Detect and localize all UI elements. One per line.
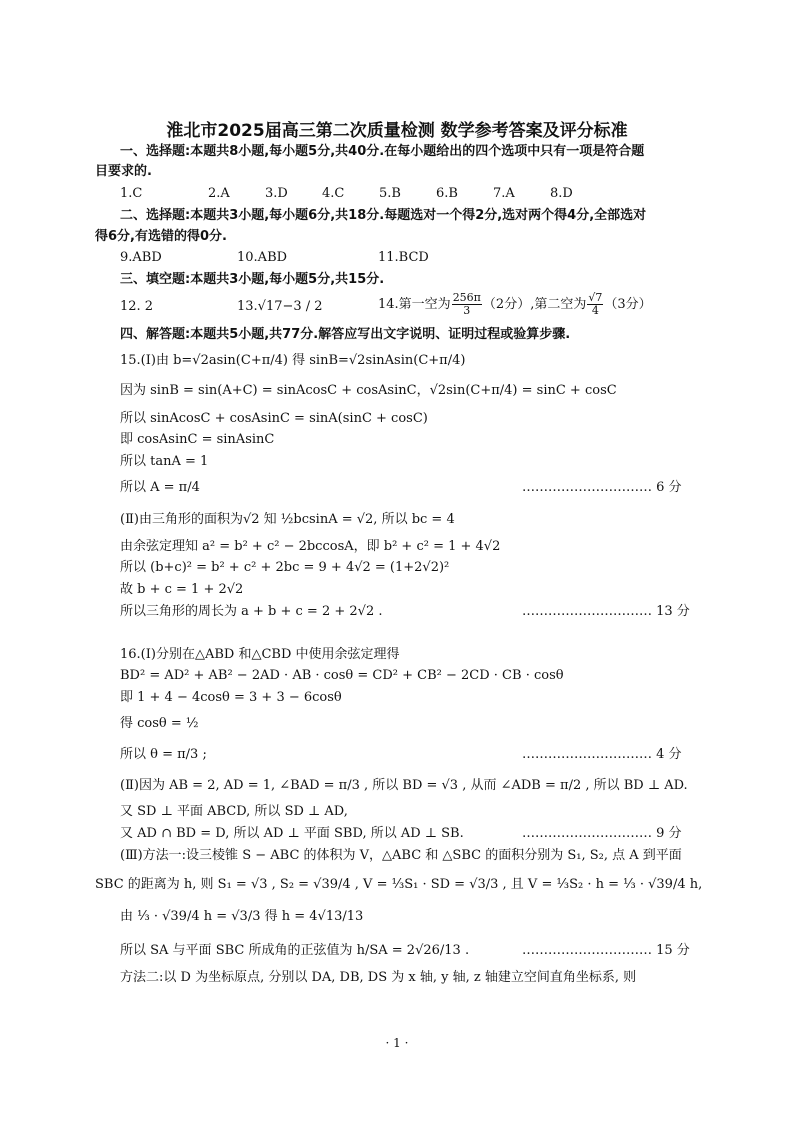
q16-line-9: (Ⅲ)方法一:设三棱锥 S − ABC 的体积为 V，△ABC 和 △SBC 的面积分别为 S₁, S₂, 点 A 到平面 (120, 848, 682, 863)
q15-line-3: 所以 sinAcosC + cosAsinC = sinA(sinC + cosC) (120, 411, 428, 426)
q16-line-1: 16.(Ⅰ)分别在△ABD 和△CBD 中使用余弦定理得 (120, 647, 400, 662)
page-number: · 1 · (385, 1036, 409, 1050)
q15-line-7: (Ⅱ)由三角形的面积为√2 知 ½bcsinA = √2, 所以 bc = 4 (120, 512, 455, 527)
answer-4: 4.C (322, 186, 345, 201)
answer-7: 7.A (493, 186, 515, 201)
q15-line-5: 所以 tanA = 1 (120, 454, 209, 469)
answer-3: 3.D (265, 186, 288, 201)
answer-8: 8.D (550, 186, 573, 201)
page-title: 淮北市2025届高三第二次质量检测 数学参考答案及评分标准 (166, 121, 628, 141)
q15-score-13: ………………………… 13 分 (522, 604, 690, 619)
answer-14-part-a: 14.第一空为 (378, 297, 451, 312)
q15-line-8: 由余弦定理知 a² = b² + c² − 2bccosA，即 b² + c² = 1 + 4√2 (120, 539, 501, 554)
q16-score-4: ………………………… 4 分 (522, 747, 682, 762)
q15-line-1: 15.(Ⅰ)由 b=√2asin(C+π/4) 得 sinB=√2sinAsin(C+π/4) (120, 353, 466, 368)
answer-6: 6.B (436, 186, 458, 201)
q16-line-12: 所以 SA 与平面 SBC 所成角的正弦值为 h/SA = 2√26/13 . (120, 943, 470, 958)
section2-header-line2: 得6分,有选错的得0分. (95, 229, 227, 244)
answer-14-part-b: （2分）,第二空为 (482, 297, 587, 312)
q15-score-6: ………………………… 6 分 (522, 480, 682, 495)
q16-line-11: 由 ⅓ · √39/4 h = √3/3 得 h = 4√13/13 (120, 909, 364, 924)
q15-line-2: 因为 sinB = sin(A+C) = sinAcosC + cosAsinC，√2sin(C+π/4) = sinC + cosC (120, 383, 617, 398)
answer-11: 11.BCD (378, 250, 429, 265)
answer-13: 13.√17−3 / 2 (237, 299, 323, 314)
q16-line-8: 又 AD ∩ BD = D, 所以 AD ⊥ 平面 SBD, 所以 AD ⊥ SB. (120, 826, 464, 841)
q16-score-9: ………………………… 9 分 (522, 826, 682, 841)
q16-line-4: 得 cosθ = ½ (120, 716, 199, 731)
section1-header-line1: 一、选择题:本题共8小题,每小题5分,共40分.在每小题给出的四个选项中只有一项是符合题 (120, 144, 645, 159)
answer-2: 2.A (208, 186, 230, 201)
q16-line-6: (Ⅱ)因为 AB = 2, AD = 1, ∠BAD = π/3 , 所以 BD = √3 , 从而 ∠ADB = π/2 , 所以 BD ⊥ AD. (120, 778, 688, 793)
q16-line-10: SBC 的距离为 h, 则 S₁ = √3 , S₂ = √39/4 , V = ⅓S₁ · SD = √3/3 , 且 V = ⅓S₂ · h = ⅓ · √39/4 h, (95, 877, 703, 892)
answer-12: 12. 2 (120, 299, 154, 314)
q15-line-11: 所以三角形的周长为 a + b + c = 2 + 2√2 . (120, 604, 383, 619)
section1-header-line2: 目要求的. (95, 164, 152, 179)
section2-header-line1: 二、选择题:本题共3小题,每小题6分,共18分.每题选对一个得2分,选对两个得4分,全部选对 (120, 208, 647, 223)
q16-line-2: BD² = AD² + AB² − 2AD · AB · cosθ = CD² + CB² − 2CD · CB · cosθ (120, 668, 564, 683)
answer-1: 1.C (120, 186, 143, 201)
answer-9: 9.ABD (120, 250, 162, 265)
q15-line-10: 故 b + c = 1 + 2√2 (120, 582, 244, 597)
q16-score-15: ………………………… 15 分 (522, 943, 690, 958)
answer-10: 10.ABD (237, 250, 288, 265)
q15-line-4: 即 cosAsinC = sinAsinC (120, 432, 275, 447)
q15-line-6: 所以 A = π/4 (120, 480, 200, 495)
section4-header: 四、解答题:本题共5小题,共77分.解答应写出文字说明、证明过程或验算步骤. (120, 327, 571, 342)
answer-14 (378, 292, 652, 317)
answer-14-fraction-1: $\frac{256\pi}{3}$ (452, 291, 481, 317)
answer-14-part-c: （3分） (604, 297, 652, 312)
q16-line-7: 又 SD ⊥ 平面 ABCD, 所以 SD ⊥ AD, (120, 804, 348, 819)
q16-line-13: 方法二:以 D 为坐标原点, 分别以 DA, DB, DS 为 x 轴, y 轴, z 轴建立空间直角坐标系, 则 (120, 970, 637, 985)
q15-line-9: 所以 (b+c)² = b² + c² + 2bc = 9 + 4√2 = (1+2√2)² (120, 560, 450, 575)
section3-header: 三、填空题:本题共3小题,每小题5分,共15分. (120, 272, 385, 287)
q16-line-3: 即 1 + 4 − 4cosθ = 3 + 3 − 6cosθ (120, 690, 342, 705)
answer-5: 5.B (379, 186, 401, 201)
q16-line-5: 所以 θ = π/3 ; (120, 747, 207, 762)
answer-14-fraction-2: $\frac{√7}{4}$ (588, 291, 603, 317)
